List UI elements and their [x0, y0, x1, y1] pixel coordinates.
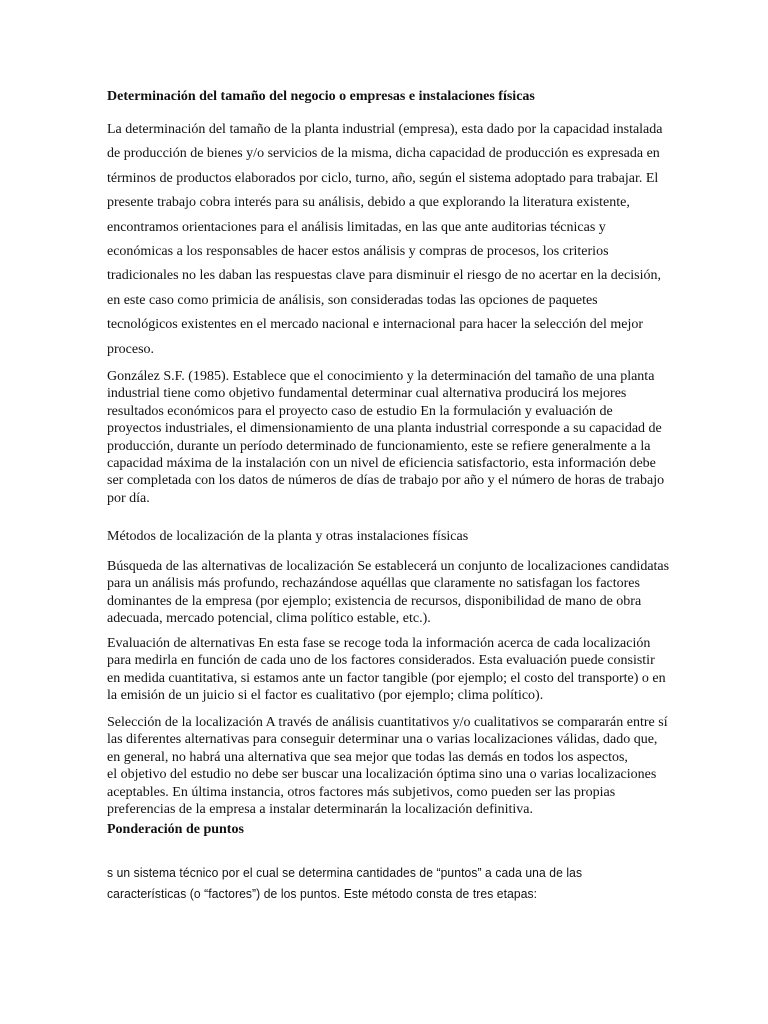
paragraph-evaluation	[107, 635, 667, 705]
paragraph-methods-title: Métodos de localización de la planta y otras instalaciones físicas	[107, 529, 469, 544]
section-heading: Determinación del tamaño del negocio o empresas e instalaciones físicas	[107, 89, 535, 104]
text-line: para un análisis más profundo, rechazándose aquéllas que claramente no satisfagan los factores	[107, 576, 640, 592]
text-line: preferencias de la empresa a instalar determinarán la localización definitiva.	[107, 802, 534, 818]
text-line: La determinación del tamaño de la planta industrial (empresa), esta dado por la capacidad instalada	[107, 122, 663, 137]
text-line: dominantes de la empresa (por ejemplo; existencia de recursos, disponibilidad de mano de obra	[107, 593, 642, 609]
text-line: encontramos orientaciones para el análisis limitadas, en las que ante auditorias técnicas y	[107, 219, 606, 235]
text-line: para medirla en función de cada uno de los factores considerados. Esta evaluación puede consistir	[107, 653, 655, 669]
text-line: económicas a los responsables de hacer estos análisis y compras de procesos, los criterios	[107, 244, 609, 260]
text-line: características (o “factores”) de los puntos. Este método consta de tres etapas:	[107, 886, 538, 901]
text-line: presente trabajo cobra interés para su análisis, debido a que explorando la literatura existente,	[107, 195, 630, 211]
text-line: en este caso como primicia de análisis, son consideradas todas las opciones de paquetes	[107, 292, 598, 308]
text-line: resultados económicos para el proyecto caso de estudio En la formulación y evaluación de	[107, 403, 613, 419]
text-line: por día.	[107, 490, 150, 506]
section-heading-points: Ponderación de puntos	[107, 822, 244, 837]
text-line: de producción de bienes y/o servicios de la misma, dicha capacidad de producción es expresada en	[107, 146, 660, 162]
paragraph-points-method	[107, 862, 665, 904]
text-line: tecnológicos existentes en el mercado nacional e internacional para hacer la selección del mejor	[107, 317, 644, 333]
text-line: industrial tiene como objetivo fundamental determinar cual alternativa producirá los mejores	[107, 386, 627, 402]
text-line: tradicionales no les daban las respuestas clave para disminuir el riesgo de no acertar en la decisión,	[107, 268, 661, 284]
paragraph-plant-size	[107, 118, 667, 362]
text-line: producción, durante un período determinado de funcionamiento, este se refiere generalmente a la	[107, 438, 651, 454]
text-line: el objetivo del estudio no debe ser buscar una localización óptima sino una o varias localizaciones	[107, 767, 657, 783]
paragraph-selection	[107, 714, 667, 818]
text-line: la emisión de un juicio si el factor es cualitativo (por ejemplo; clima político).	[107, 688, 544, 704]
text-line: proyectos industriales, el dimensionamiento de una planta industrial corresponde a su capacidad de	[107, 421, 662, 437]
text-line: las diferentes alternativas para conseguir determinar una o varias localizaciones válidas, dado que,	[107, 732, 658, 748]
text-line: aceptables. En última instancia, otros factores más subjetivos, como pueden ser las propias	[107, 784, 616, 800]
text-line: en medida cuantitativa, si estamos ante un factor tangible (por ejemplo; el costo del transporte) o en	[107, 670, 666, 686]
text-line: capacidad máxima de la instalación con un nivel de eficiencia satisfactorio, esta información debe	[107, 456, 656, 472]
text-line: Evaluación de alternativas En esta fase se recoge toda la información acerca de cada localización	[107, 636, 651, 651]
text-line: en general, no habrá una alternativa que sea mejor que todas las demás en todos los aspectos,	[107, 749, 628, 765]
text-line: González S.F. (1985). Establece que el conocimiento y la determinación del tamaño de una planta	[107, 369, 655, 384]
text-line: Selección de la localización A través de análisis cuantitativos y/o cualitativos se compararán entre sí	[107, 715, 668, 730]
text-line: términos de productos elaborados por ciclo, turno, año, según el sistema adoptado para trabajar. El	[107, 170, 659, 186]
paragraph-search-alternatives	[107, 558, 670, 628]
text-line: proceso.	[107, 341, 155, 357]
text-line: Búsqueda de las alternativas de localización Se establecerá un conjunto de localizaciones candidatas	[107, 559, 670, 574]
text-line: adecuada, mercado potencial, clima político estable, etc.).	[107, 611, 431, 627]
paragraph-gonzalez	[107, 368, 667, 507]
text-line: s un sistema técnico por el cual se determina cantidades de “puntos” a cada una de las	[107, 865, 583, 880]
text-line: ser completada con los datos de números de días de trabajo por año y el número de horas de trabajo	[107, 473, 665, 489]
